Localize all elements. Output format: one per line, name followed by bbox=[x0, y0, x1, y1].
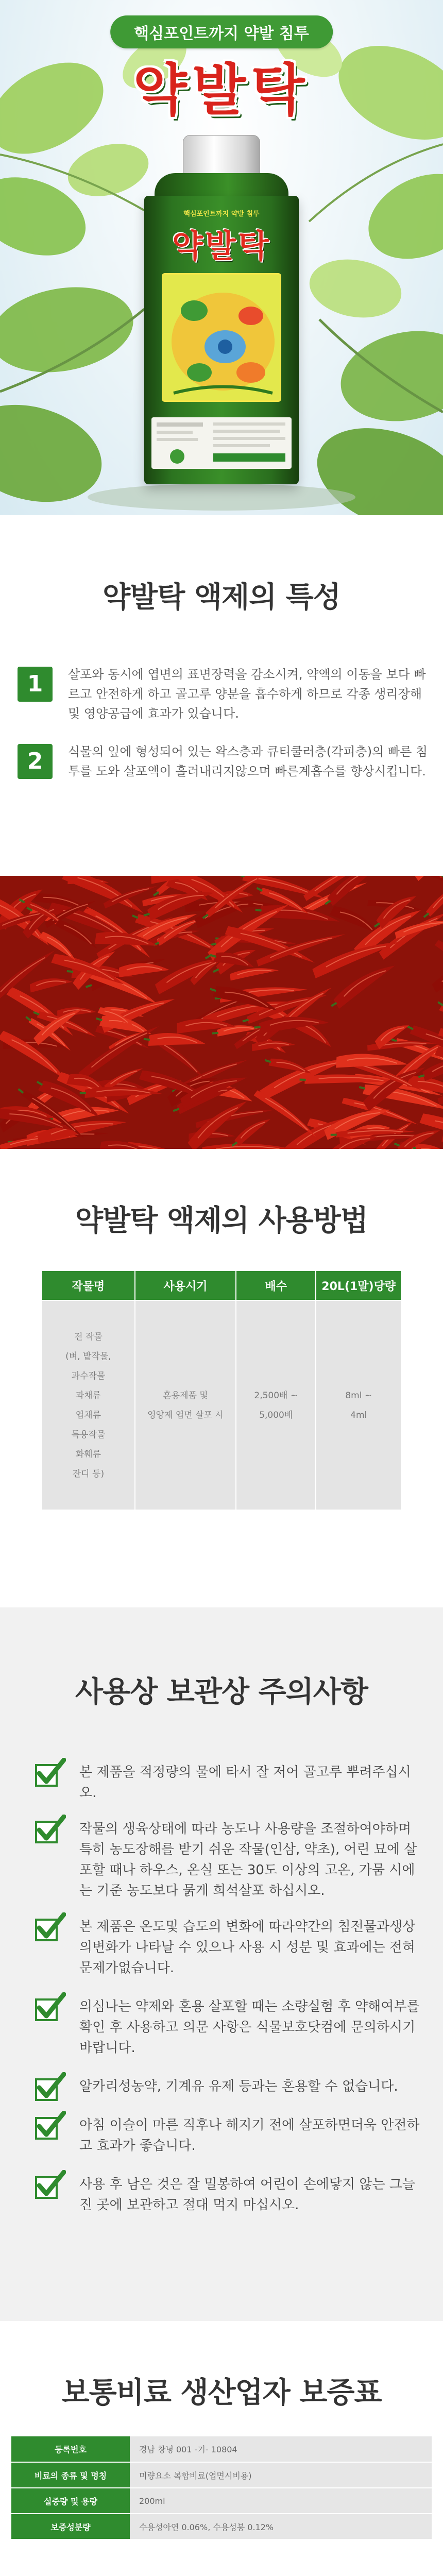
guarantee-value: 미량요소 복합비료(엽면시비용) bbox=[130, 2462, 432, 2488]
caution-title: 사용상 보관상 주의사항 bbox=[75, 1675, 368, 1709]
usage-title: 약발탁 액제의 사용방법 bbox=[75, 1204, 368, 1238]
usage-table bbox=[41, 1270, 402, 1511]
usage-header-timing: 사용시기 bbox=[135, 1271, 235, 1300]
guarantee-row bbox=[11, 2462, 432, 2488]
bottle-cap bbox=[183, 135, 260, 176]
guarantee-section bbox=[0, 2321, 443, 2576]
red-pepper-photo bbox=[0, 876, 443, 1149]
feature-number-badge: 1 bbox=[18, 667, 53, 702]
usage-header-crop: 작물명 bbox=[42, 1271, 134, 1300]
caution-item bbox=[33, 1762, 424, 1803]
bottle-label-artwork bbox=[162, 273, 281, 402]
checkmark-icon bbox=[33, 2072, 66, 2103]
crop-line: (벼, 밭작물, bbox=[65, 1351, 111, 1362]
crop-line: 화훼류 bbox=[75, 1449, 101, 1460]
amount-line: 4ml bbox=[350, 1410, 367, 1420]
guarantee-key: 보증성분량 bbox=[11, 2514, 130, 2539]
checkmark-icon bbox=[33, 1758, 66, 1789]
crop-line: 과채류 bbox=[75, 1390, 101, 1401]
amount-line: 8ml ~ bbox=[345, 1390, 372, 1401]
caution-text: 알카리성농약, 기계유 유제 등과는 혼용할 수 없습니다. bbox=[79, 2079, 398, 2094]
caution-item bbox=[33, 1996, 424, 2058]
timing-line: 영양제 엽면 살포 시 bbox=[147, 1410, 224, 1420]
caution-item bbox=[33, 2076, 424, 2097]
caution-text: 의심나는 약제와 혼용 살포할 때는 소량실험 후 약해여부를 확인 후 사용하고 의문 사항은 식물보호닷컴에 문의하시기 바랍니다. bbox=[79, 1999, 420, 2056]
usage-section bbox=[0, 1149, 443, 1607]
crop-line: 잔디 등) bbox=[72, 1468, 105, 1479]
usage-cell-dilution bbox=[236, 1301, 315, 1510]
caution-section bbox=[0, 1607, 443, 2321]
crop-line: 특용작물 bbox=[71, 1429, 106, 1440]
usage-cell-timing bbox=[135, 1301, 235, 1510]
guarantee-value: 경남 창녕 001 -기- 10804 bbox=[130, 2436, 432, 2462]
usage-row bbox=[42, 1301, 401, 1510]
red-pepper-image bbox=[0, 876, 443, 1149]
feature-text: 식물의 잎에 형성되어 있는 왁스층과 큐티쿨러층(각피층)의 빠른 침투를 도와 살포액이 흘러내리지않으며 빠른계흡수를 향상시킵니다. bbox=[68, 744, 428, 778]
caution-text: 작물의 생육상태에 따라 농도나 사용량을 조절하여야하며 특히 농도장해를 받기 쉬운 작물(인삼, 약초), 어린 묘에 살포할 때나 하우스, 온실 또는 30도 이상의 고온, 가뭄 시에는 기준 농도보다 묽게 희석살포 하십시오. bbox=[79, 1821, 417, 1899]
timing-line: 혼용제품 및 bbox=[163, 1390, 208, 1401]
guarantee-row bbox=[11, 2488, 432, 2514]
checkmark-icon bbox=[33, 1912, 66, 1943]
feature-number-badge: 2 bbox=[18, 744, 53, 779]
product-bottle bbox=[144, 196, 299, 484]
checkmark-icon bbox=[33, 2111, 66, 2142]
guarantee-row bbox=[11, 2514, 432, 2539]
caution-text: 아침 이슬이 마른 직후나 해지기 전에 살포하면더욱 안전하고 효과가 좋습니다. bbox=[79, 2117, 420, 2154]
feature-item-1 bbox=[18, 665, 430, 723]
caution-item bbox=[33, 2174, 424, 2215]
hero-section bbox=[0, 0, 443, 515]
feature-text: 살포와 동시에 엽면의 표면장력을 감소시켜, 약액의 이동을 보다 빠르고 안전하게 하고 골고루 양분을 흡수하게 하므로 각종 생리장해 및 영양공급에 효과가 있습니다. bbox=[68, 667, 426, 721]
guarantee-title: 보통비료 생산업자 보증표 bbox=[61, 2376, 382, 2410]
usage-cell-crop bbox=[42, 1301, 134, 1510]
dilution-line: 2,500배 ~ bbox=[254, 1390, 298, 1401]
usage-header-amount: 20L(1말)당량 bbox=[316, 1271, 401, 1300]
bottle-label-info-panel bbox=[151, 417, 292, 469]
caution-text: 본 제품을 적정량의 물에 타서 잘 저어 골고루 뿌려주십시오. bbox=[79, 1765, 411, 1801]
crop-line: 전 작물 bbox=[74, 1331, 103, 1342]
guarantee-row bbox=[11, 2436, 432, 2462]
guarantee-table bbox=[11, 2436, 432, 2540]
bottle-label-title: 약발탁 bbox=[172, 227, 271, 265]
caution-item bbox=[33, 1819, 424, 1901]
caution-text: 본 제품은 온도및 습도의 변화에 따라약간의 침전물과생상의변화가 나타날 수 있으나 사용 시 성분 및 효과에는 전혀 문제가없습니다. bbox=[79, 1919, 416, 1976]
guarantee-key: 비료의 종류 및 명칭 bbox=[11, 2462, 130, 2488]
checkmark-icon bbox=[33, 1815, 66, 1845]
usage-header-dilution: 배수 bbox=[236, 1271, 315, 1300]
caution-item bbox=[33, 2115, 424, 2156]
guarantee-key: 등록번호 bbox=[11, 2436, 130, 2462]
hero-product-title: 약발탁 bbox=[133, 58, 310, 123]
crop-line: 엽채류 bbox=[75, 1410, 101, 1420]
dilution-line: 5,000배 bbox=[259, 1410, 293, 1420]
guarantee-key: 실중량 및 용량 bbox=[11, 2488, 130, 2514]
usage-cell-amount bbox=[316, 1301, 401, 1510]
hero-tagline-pill: 핵심포인트까지 약발 침투 bbox=[110, 15, 333, 48]
caution-item bbox=[33, 1917, 424, 1978]
checkmark-icon bbox=[33, 1992, 66, 2023]
bottle-neck bbox=[155, 173, 288, 199]
features-title: 약발탁 액제의 특성 bbox=[103, 581, 340, 614]
features-section bbox=[0, 515, 443, 876]
caution-text: 사용 후 남은 것은 잘 밀봉하여 어린이 손에닿지 않는 그늘진 곳에 보관하고 절대 먹지 마십시오. bbox=[79, 2177, 416, 2213]
checkmark-icon bbox=[33, 2170, 66, 2201]
bottle-label-tagline: 핵심포인트까지 약발 침투 bbox=[183, 210, 260, 218]
feature-item-2 bbox=[18, 742, 430, 781]
guarantee-value: 수용성아연 0.06%, 수용성붕 0.12% bbox=[130, 2514, 432, 2539]
guarantee-value: 200ml bbox=[130, 2488, 432, 2514]
crop-line: 과수작물 bbox=[71, 1370, 106, 1381]
